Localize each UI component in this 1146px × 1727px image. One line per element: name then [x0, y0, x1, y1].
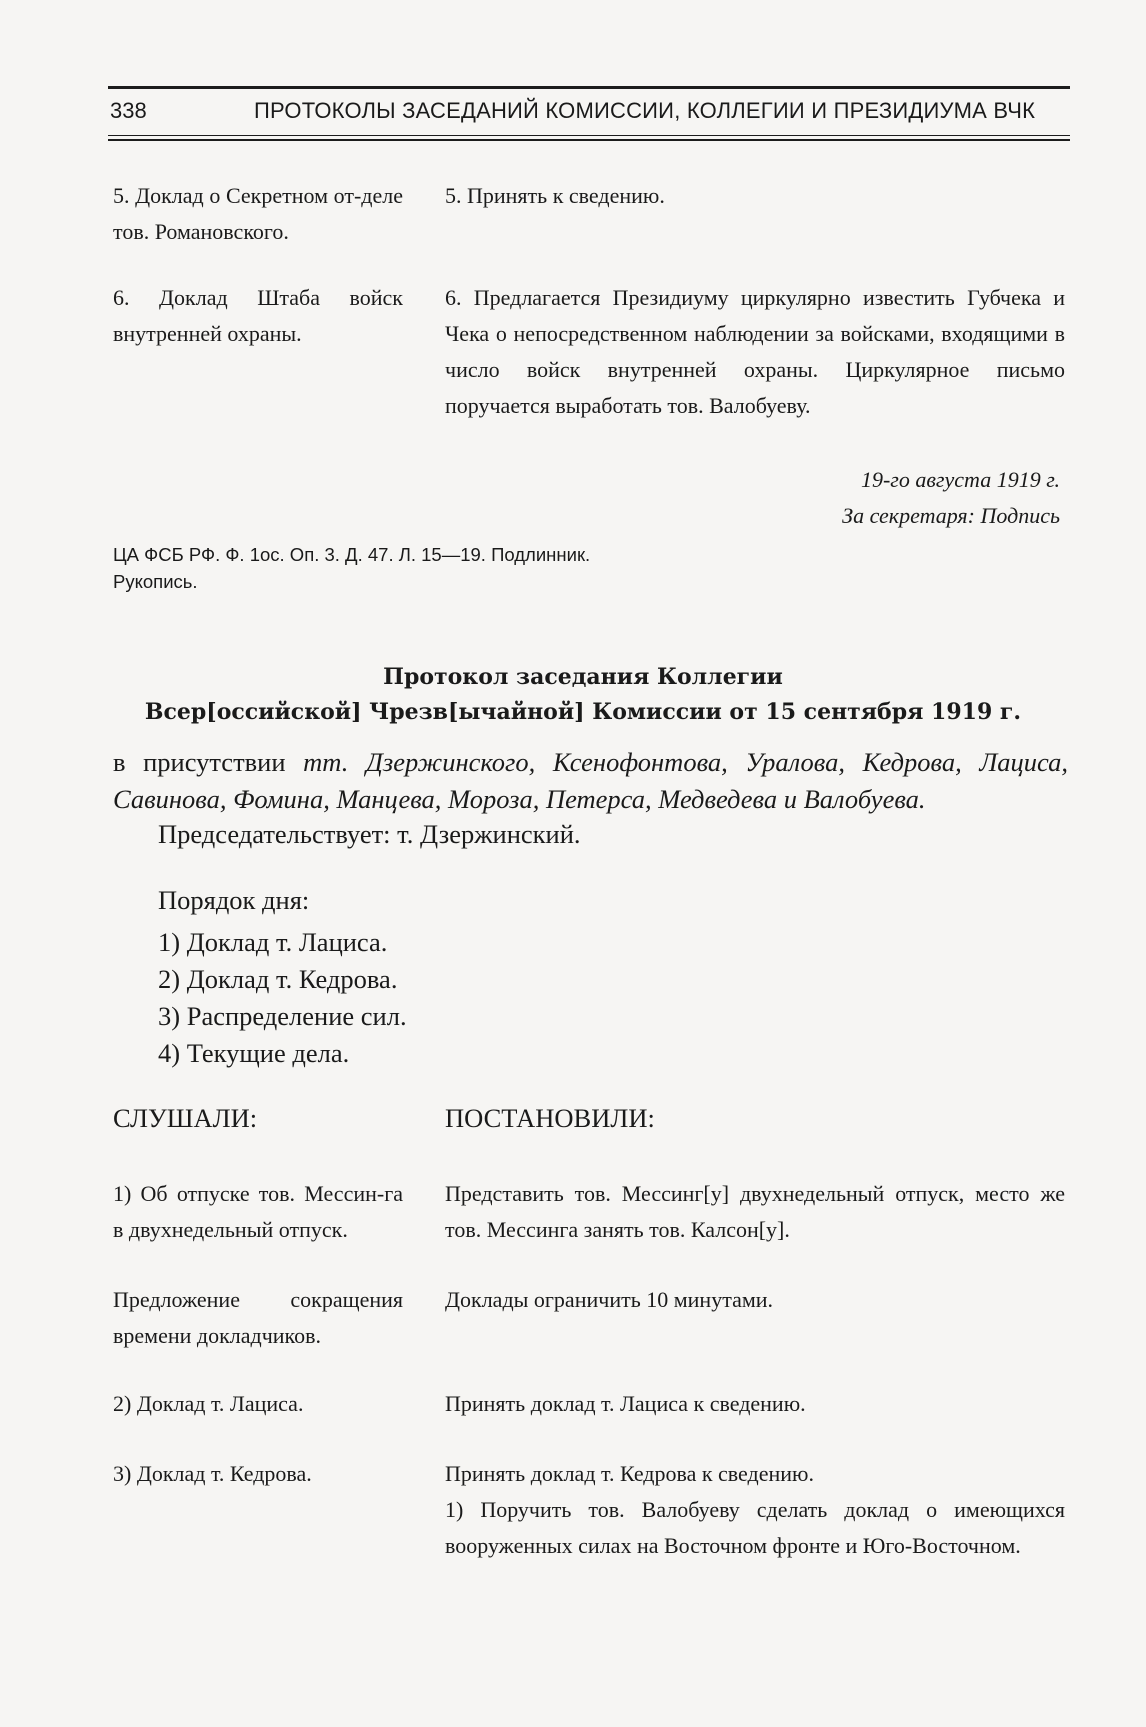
- row-decided: Принять доклад т. Кедрова к сведению.: [445, 1461, 814, 1486]
- row-decided: Доклады ограничить 10 минутами.: [445, 1287, 774, 1312]
- prev-item5-decided: 5. Принять к сведению.: [445, 183, 665, 208]
- prev-item6-heard: 6. Доклад Штаба войск внутренней охраны.: [113, 285, 403, 346]
- column-heading-decided: ПОСТАНОВИЛИ:: [445, 1103, 655, 1133]
- agenda-title: Порядок дня:: [158, 885, 310, 915]
- prev-item6-decided: 6. Предлагается Президиуму циркулярно известить Губчека и Чека о непосредственном наблюдении за войсками, входящими в число войск внутренней охраны. Циркулярное письмо поручается выработать тов. Валобуеву.: [445, 285, 1065, 418]
- row-heard: 3) Доклад т. Кедрова.: [113, 1461, 312, 1486]
- next-decision-item: 1) Поручить тов. Валобуеву сделать доклад о имеющихся вооруженных силах на Восточном фронте и Юго-Восточном.: [445, 1497, 1065, 1558]
- agenda-item: 1) Доклад т. Лациса.: [158, 927, 388, 957]
- row-decided: Представить тов. Мессинг[у] двухнедельный отпуск, место же тов. Мессинга занять тов. Калсон[у].: [445, 1181, 1065, 1242]
- header-rule-bottom: [108, 135, 1070, 141]
- row-decided: Принять доклад т. Лациса к сведению.: [445, 1391, 806, 1416]
- prev-date: 19-го августа 1919 г.: [860, 467, 1060, 492]
- presence-prefix: в присутствии: [113, 747, 286, 777]
- agenda-item: 4) Текущие дела.: [158, 1038, 350, 1068]
- archive-reference: ЦА ФСБ РФ. Ф. 1ос. Оп. 3. Д. 47. Л. 15—19. Подлинник. Рукопись.: [113, 544, 591, 592]
- presence-paragraph: [113, 744, 1068, 818]
- agenda-item: 3) Распределение сил.: [158, 1001, 407, 1031]
- agenda-item: 2) Доклад т. Кедрова.: [158, 964, 398, 994]
- prev-signature: За секретаря: Подпись: [842, 503, 1060, 528]
- header-rule-top: [108, 86, 1070, 89]
- running-title: ПРОТОКОЛЫ ЗАСЕДАНИЙ КОМИССИИ, КОЛЛЕГИИ И ПРЕЗИДИУМА ВЧК: [254, 98, 1036, 123]
- row-heard: 1) Об отпуске тов. Мессин-га в двухнедельный отпуск.: [113, 1181, 403, 1242]
- presence-names: тт. Дзержинского, Ксенофонтова, Уралова, Кедрова, Лациса, Савинова, Фомина, Манцева, Мороза, Петерса, Медведева и Валобуева.: [113, 747, 1068, 814]
- row-heard: 2) Доклад т. Лациса.: [113, 1391, 304, 1416]
- prev-item5-heard: 5. Доклад о Секретном от-деле тов. Романовского.: [113, 183, 403, 244]
- protocol-title-line1: Протокол заседания Коллегии: [383, 664, 783, 690]
- protocol-title-line2: Всер[оссийской] Чрезв[ычайной] Комиссии от 15 сентября 1919 г.: [144, 699, 1022, 725]
- chairperson-line: Председательствует: т. Дзержинский.: [158, 819, 581, 849]
- column-heading-heard: СЛУШАЛИ:: [113, 1103, 258, 1133]
- page-number: 338: [110, 98, 147, 123]
- row-heard: Предложение сокращения времени докладчиков.: [113, 1287, 403, 1348]
